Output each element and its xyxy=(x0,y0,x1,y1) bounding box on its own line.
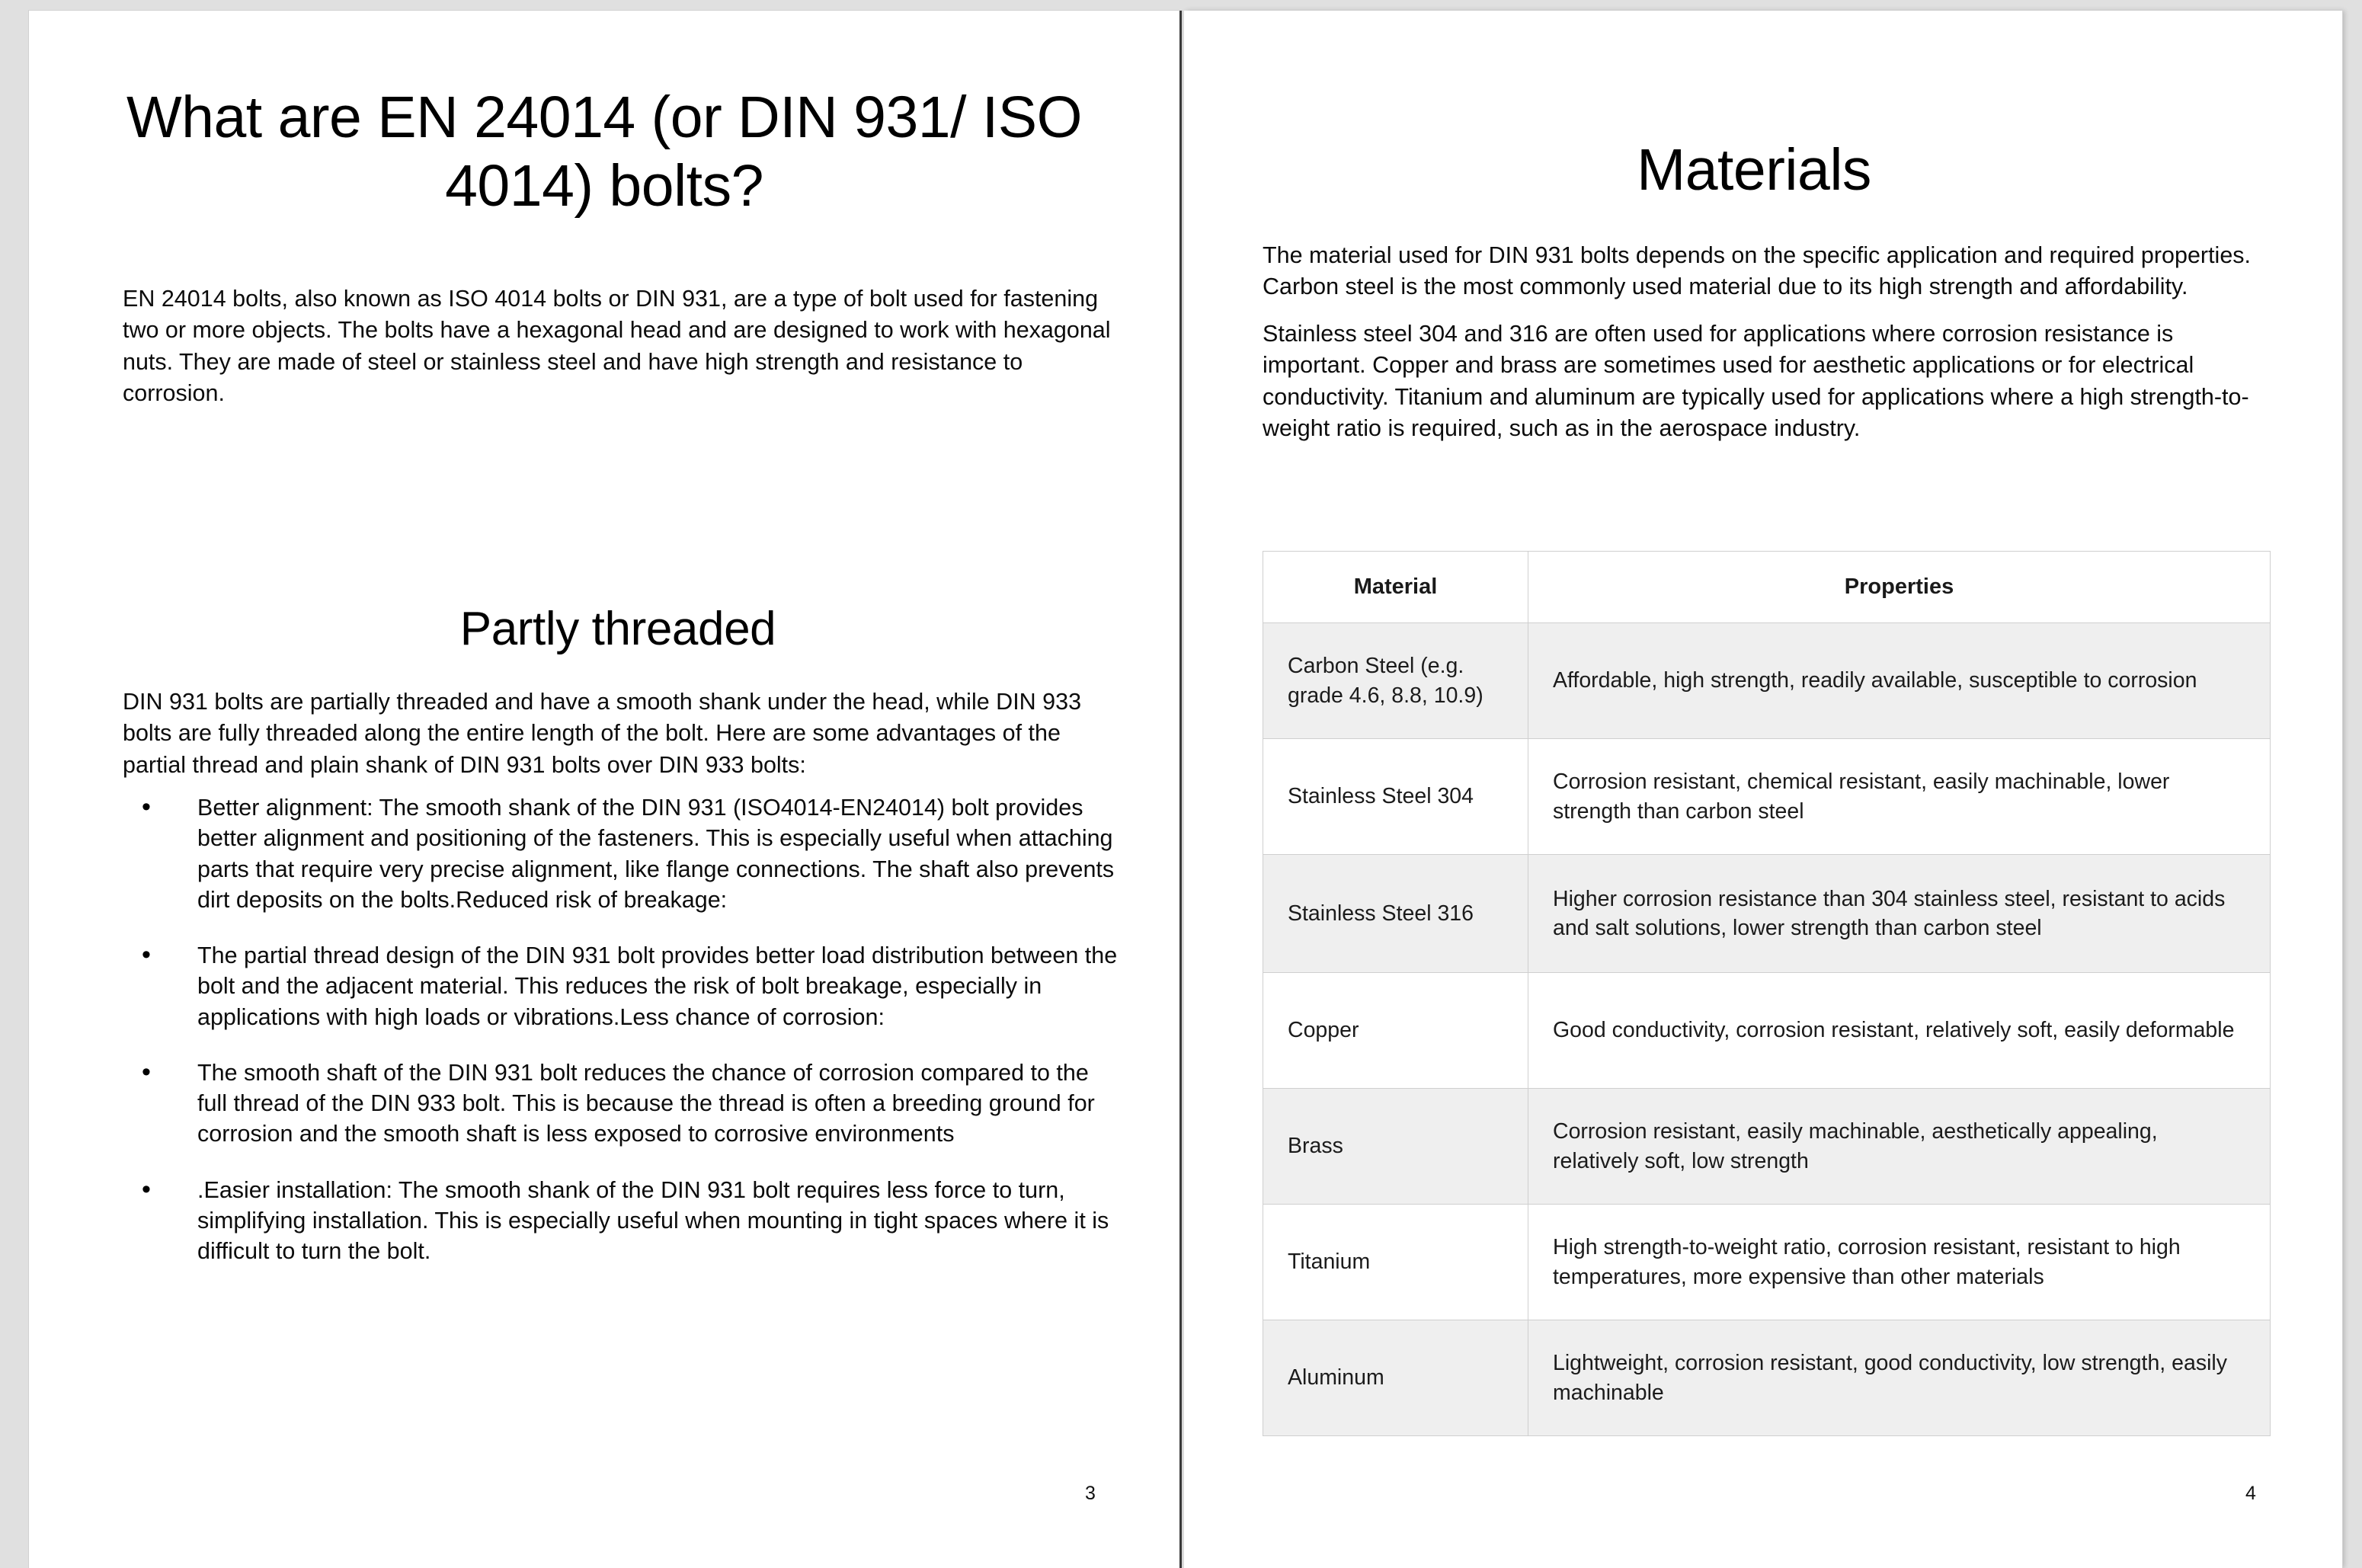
list-item: • The partial thread design of the DIN 931 bolt provides better load distribution between the bolt and the adjacent material. This reduces the risk of bolt breakage, especially in applications with high loads or vibrations.Less chance of corrosion: xyxy=(123,940,1121,1032)
document-page-left xyxy=(29,11,1182,1568)
left-title-block xyxy=(105,83,1103,220)
table-header-row xyxy=(1263,552,2271,623)
list-item: • The smooth shaft of the DIN 931 bolt reduces the chance of corrosion compared to the full thread of the DIN 933 bolt. This is because the thread is often a breeding ground for corrosion and the smooth shaft is less exposed to corrosive environments xyxy=(123,1058,1121,1150)
cell-properties: Good conductivity, corrosion resistant, relatively soft, easily deformable xyxy=(1528,973,2271,1089)
materials-table-wrapper xyxy=(1263,551,2270,1436)
intro-paragraph: EN 24014 bolts, also known as ISO 4014 bolts or DIN 931, are a type of bolt used for fastening two or more objects. The bolts have a hexagonal head and are designed to work with hexagonal nuts. They are made of steel or stainless steel and have high strength and resistance to corrosion. xyxy=(123,286,1111,407)
cell-properties: Affordable, high strength, readily available, susceptible to corrosion xyxy=(1528,623,2271,739)
page-number-right: 4 xyxy=(2245,1483,2256,1504)
table-row xyxy=(1263,973,2271,1089)
page-left-content xyxy=(29,11,1179,1568)
materials-table xyxy=(1263,551,2271,1436)
column-header-properties: Properties xyxy=(1528,552,2271,623)
column-header-material: Material xyxy=(1263,552,1528,623)
cell-properties: Lightweight, corrosion resistant, good conductivity, low strength, easily machinable xyxy=(1528,1320,2271,1436)
page-number-left: 3 xyxy=(1085,1483,1096,1504)
left-section-paragraph-block xyxy=(123,686,1117,796)
left-subtitle-block xyxy=(123,601,1113,658)
cell-properties: High strength-to-weight ratio, corrosion resistant, resistant to high temperatures, more expensive than other materials xyxy=(1528,1205,2271,1320)
right-title-block xyxy=(1263,136,2245,204)
list-item: • Better alignment: The smooth shank of the DIN 931 (ISO4014-EN24014) bolt provides better alignment and positioning of the fasteners. This is especially useful when attaching parts that require very precise alignment, like flange connections. The shaft also prevents dirt deposits on the bolts.Reduced risk of breakage: xyxy=(123,792,1121,915)
table-row xyxy=(1263,739,2271,855)
list-item: • .Easier installation: The smooth shank of the DIN 931 bolt requires less force to turn, simplifying installation. This is especially useful when mounting in tight spaces where it is difficult to turn the bolt. xyxy=(123,1175,1121,1267)
cell-material: Carbon Steel (e.g. grade 4.6, 8.8, 10.9) xyxy=(1263,623,1528,739)
cell-material: Brass xyxy=(1263,1089,1528,1205)
table-row xyxy=(1263,1320,2271,1436)
section-heading-partly-threaded: Partly threaded xyxy=(459,603,776,655)
left-intro-block xyxy=(123,283,1113,425)
cell-material: Stainless Steel 304 xyxy=(1263,739,1528,855)
cell-material: Stainless Steel 316 xyxy=(1263,855,1528,973)
page-title: What are EN 24014 (or DIN 931/ ISO 4014) bolts? xyxy=(126,85,1083,219)
advantages-list-block xyxy=(123,792,1121,1291)
cell-properties: Corrosion resistant, easily machinable, aesthetically appealing, relatively soft, low strength xyxy=(1528,1089,2271,1205)
cell-material: Titanium xyxy=(1263,1205,1528,1320)
section-paragraph: DIN 931 bolts are partially threaded and have a smooth shank under the head, while DIN 933 bolts are fully threaded along the entire length of the bolt. Here are some advantages of the partial thread and plain shank of DIN 931 bolts over DIN 933 bolts: xyxy=(123,689,1082,778)
cell-material: Copper xyxy=(1263,973,1528,1089)
cell-properties: Higher corrosion resistance than 304 stainless steel, resistant to acids and salt solutions, lower strength than carbon steel xyxy=(1528,855,2271,973)
page-title-materials: Materials xyxy=(1637,137,1871,203)
right-intro-block xyxy=(1263,240,2253,460)
materials-table-head xyxy=(1263,552,2271,623)
table-row xyxy=(1263,1205,2271,1320)
cell-properties: Corrosion resistant, chemical resistant, easily machinable, lower strength than carbon steel xyxy=(1528,739,2271,855)
materials-table-body xyxy=(1263,623,2271,1436)
materials-paragraph-2: Stainless steel 304 and 316 are often used for applications where corrosion resistance is important. Copper and brass are sometimes used for aesthetic applications or for electrical conductivity. Titanium and aluminum are typically used for applications where a high strength-to-weight ratio is required, such as in the aerospace industry. xyxy=(1263,320,2249,442)
materials-paragraph-1: The material used for DIN 931 bolts depends on the specific application and required properties. Carbon steel is the most commonly used material due to its high strength and affordability. xyxy=(1263,242,2252,300)
cell-material: Aluminum xyxy=(1263,1320,1528,1436)
table-row xyxy=(1263,1089,2271,1205)
table-row xyxy=(1263,855,2271,973)
table-row xyxy=(1263,623,2271,739)
advantages-list xyxy=(123,792,1121,1266)
